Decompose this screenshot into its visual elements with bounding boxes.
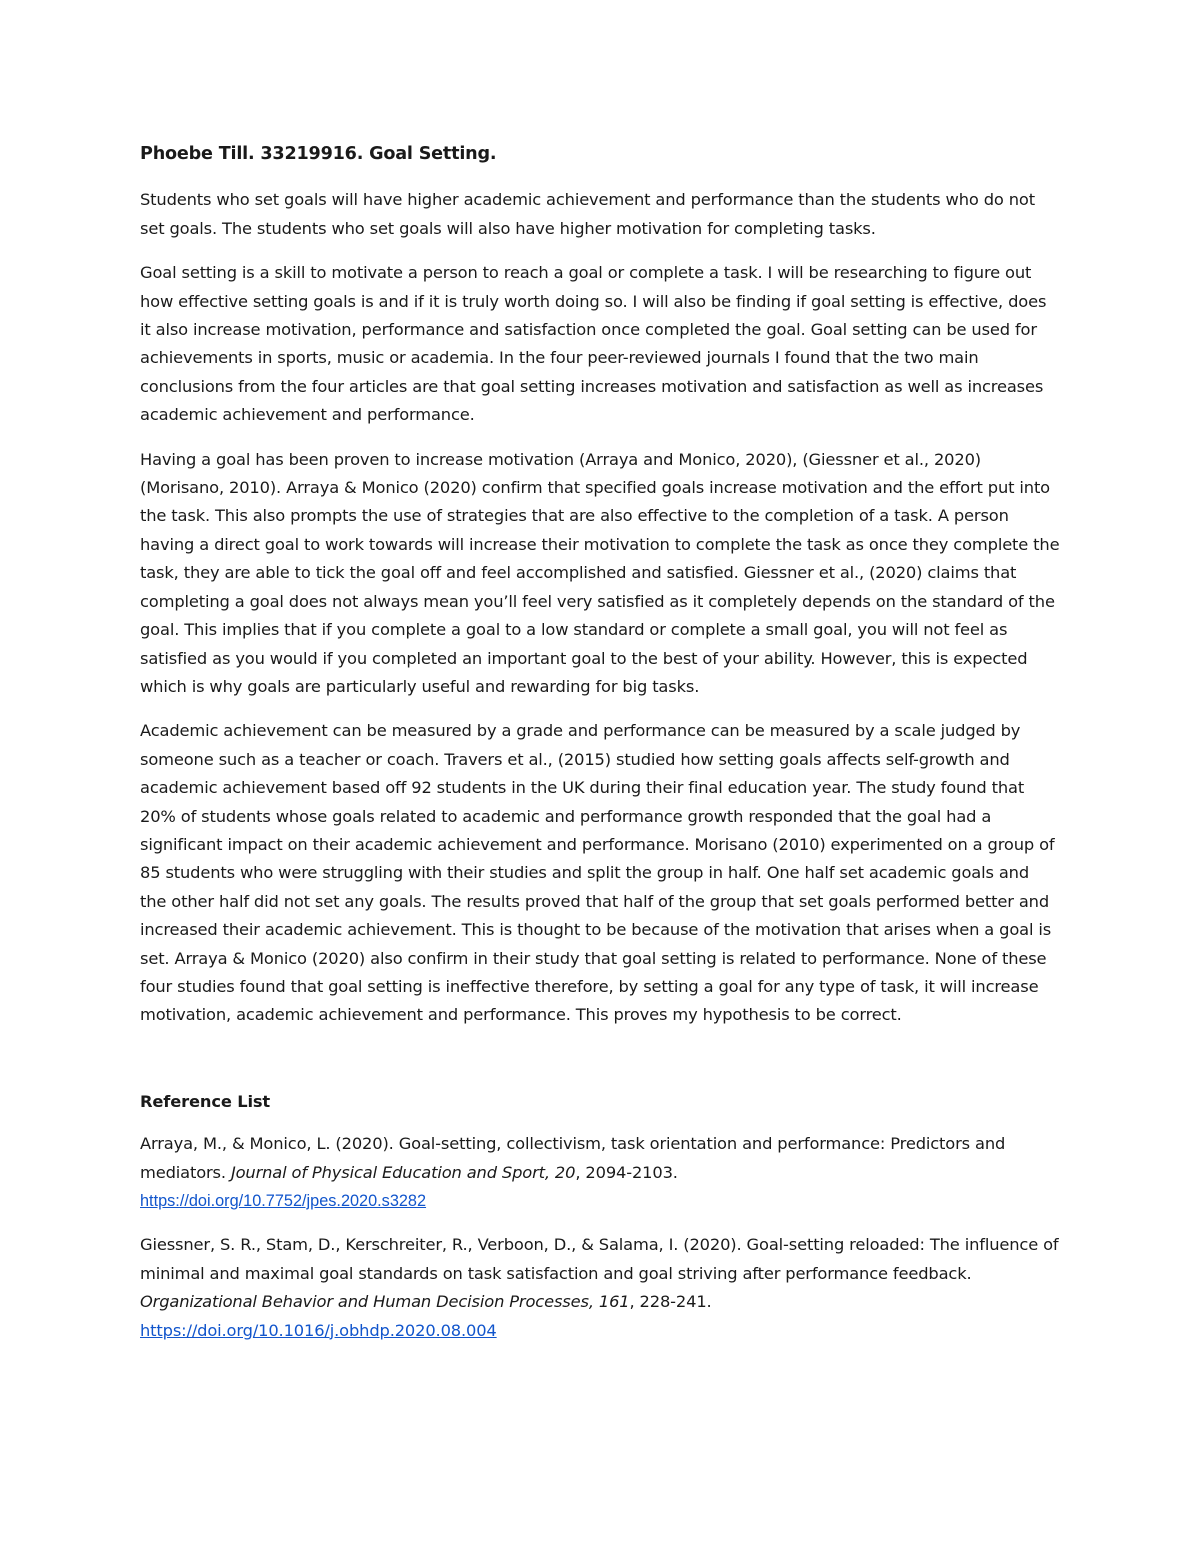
reference-doi-link[interactable]: https://doi.org/10.1016/j.obhdp.2020.08.004 xyxy=(140,1320,497,1340)
reference-doi-link[interactable]: https://doi.org/10.7752/jpes.2020.s3282 xyxy=(140,1192,427,1210)
reference-text: Arraya, M., & Monico, L. (2020). Goal-setting, collectivism, task orientation and performance: Predictors and mediators. xyxy=(140,1134,1006,1182)
reference-text: Giessner, S. R., Stam, D., Kerschreiter, R., Verboon, D., & Salama, I. (2020). Goal-setting reloaded: The influence of minimal and maximal goal standards on task satisfaction and goal striving after performance feedback. xyxy=(140,1235,1059,1283)
reference-list-heading: Reference List xyxy=(140,1091,271,1111)
reference-pages: , 2094-2103. xyxy=(575,1162,678,1182)
paragraph-hypothesis: Students who set goals will have higher academic achievement and performance than the students who do not set goals. The students who set goals will also have higher motivation for completing tasks. xyxy=(140,190,1035,238)
paragraph-introduction: Goal setting is a skill to motivate a person to reach a goal or complete a task. I will be researching to figure out how effective setting goals is and if it is truly worth doing so. I will also be finding if goal setting is effective, does it also increase motivation, performance and satisfaction once completed the goal. Goal setting can be used for achievements in sports, music or academia. In the four peer-reviewed journals I found that the two main conclusions from the four articles are that goal setting increases motivation and satisfaction as well as increases academic achievement and performance. xyxy=(140,263,1047,425)
reference-pages: , 228-241. xyxy=(629,1292,712,1312)
reference-journal: Journal of Physical Education and Sport, 20 xyxy=(230,1162,576,1182)
reference-journal: Organizational Behavior and Human Decision Processes, 161 xyxy=(140,1292,630,1312)
document-page xyxy=(140,140,1060,1361)
paragraph-motivation: Having a goal has been proven to increase motivation (Arraya and Monico, 2020), (Giessner et al., 2020) (Morisano, 2010). Arraya & Monico (2020) confirm that specified goals increase motivation and the effort put into the task. This also prompts the use of strategies that are also effective to the completion of a task. A person having a direct goal to work towards will increase their motivation to complete the task as once they complete the task, they are able to tick the goal off and feel accomplished and satisfied. Giessner et al., (2020) claims that completing a goal does not always mean you’ll feel very satisfied as it completely depends on the standard of the goal. This implies that if you complete a goal to a low standard or complete a small goal, you will not feel as satisfied as you would if you completed an important goal to the best of your ability. However, this is expected which is why goals are particularly useful and rewarding for big tasks. xyxy=(140,449,1060,696)
reference-item xyxy=(140,1130,1060,1215)
reference-item xyxy=(140,1231,1060,1345)
document-title: Phoebe Till. 33219916. Goal Setting. xyxy=(140,144,497,164)
paragraph-achievement: Academic achievement can be measured by a grade and performance can be measured by a scale judged by someone such as a teacher or coach. Travers et al., (2015) studied how setting goals affects self-growth and academic achievement based off 92 students in the UK during their final education year. The study found that 20% of students whose goals related to academic and performance growth responded that the goal had a significant impact on their academic achievement and performance. Morisano (2010) experimented on a group of 85 students who were struggling with their studies and split the group in half. One half set academic goals and the other half did not set any goals. The results proved that half of the group that set goals performed better and increased their academic achievement. This is thought to be because of the motivation that arises when a goal is set. Arraya & Monico (2020) also confirm in their study that goal setting is related to performance. None of these four studies found that goal setting is ineffective therefore, by setting a goal for any type of task, it will increase motivation, academic achievement and performance. This proves my hypothesis to be correct. xyxy=(140,721,1055,1025)
section-spacer xyxy=(140,1046,1060,1088)
